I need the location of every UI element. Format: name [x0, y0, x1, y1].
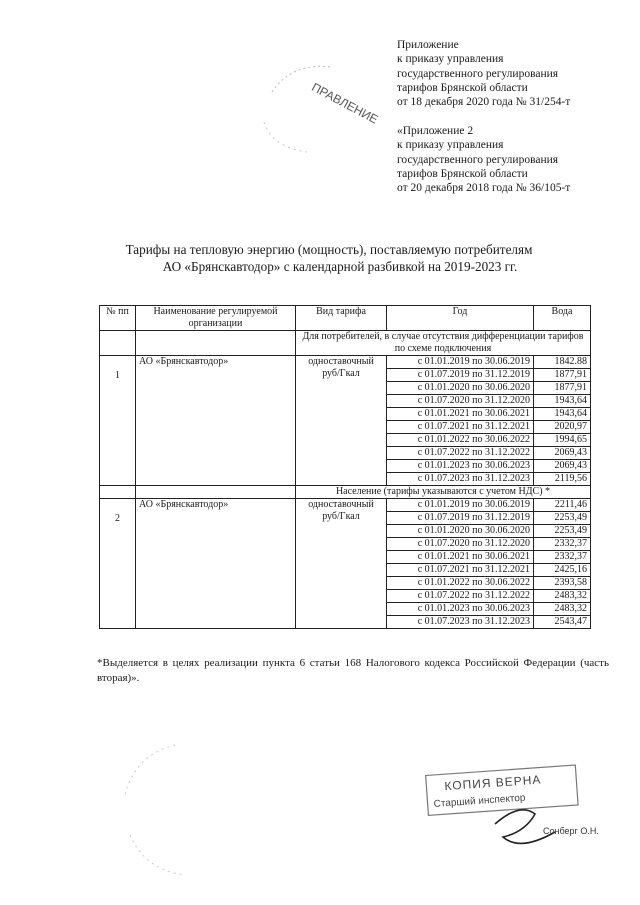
water-tariff-value: 2483,32 [534, 603, 591, 616]
period-cell: с 01.01.2021 по 30.06.2021 [387, 551, 534, 564]
period-cell: с 01.07.2023 по 31.12.2023 [387, 473, 534, 486]
header-line: государственного регулирования [397, 67, 559, 80]
water-tariff-value: 2393,58 [534, 577, 591, 590]
period-cell: с 01.01.2019 по 30.06.2019 [387, 356, 534, 369]
header-line: тарифов Брянской области [397, 167, 528, 180]
section-note-row [100, 486, 591, 499]
period-cell: с 01.01.2019 по 30.06.2019 [387, 499, 534, 512]
water-tariff-value: 2253,49 [534, 525, 591, 538]
header-line: государственного регулирования [397, 153, 559, 166]
stamp-text: Сонберг О.Н. [543, 826, 599, 836]
blank-cell [100, 331, 136, 356]
water-tariff-value: 2425,16 [534, 564, 591, 577]
period-cell: с 01.01.2021 по 30.06.2021 [387, 408, 534, 421]
water-tariff-value: 2069,43 [534, 447, 591, 460]
period-cell: с 01.07.2019 по 31.12.2019 [387, 369, 534, 382]
period-cell: с 01.07.2023 по 31.12.2023 [387, 616, 534, 629]
period-cell: с 01.01.2023 по 30.06.2023 [387, 460, 534, 473]
section-note: Для потребителей, в случае отсутствия дифференциации тарифов по схеме подключения [296, 331, 591, 356]
table-header-row [100, 306, 591, 331]
header-year: Год [387, 306, 534, 331]
certification-stamp [425, 762, 605, 852]
header-line: «Приложение 2 [397, 125, 474, 137]
tariff-type: одноставочный руб/Гкал [296, 356, 387, 486]
period-cell: с 01.07.2021 по 31.12.2021 [387, 421, 534, 434]
header-num: № пп [100, 306, 136, 331]
water-tariff-value: 2483,32 [534, 590, 591, 603]
water-tariff-value: 2332,37 [534, 551, 591, 564]
water-tariff-value: 2020,97 [534, 421, 591, 434]
period-cell: с 01.07.2020 по 31.12.2020 [387, 538, 534, 551]
header-line: к приказу управления [397, 139, 504, 152]
water-tariff-value: 2119,56 [534, 473, 591, 486]
table-row [100, 499, 591, 512]
period-cell: с 01.01.2020 по 30.06.2020 [387, 382, 534, 395]
period-cell: с 01.01.2023 по 30.06.2023 [387, 603, 534, 616]
blank-cell [136, 331, 296, 356]
water-tariff-value: 2211,46 [534, 499, 591, 512]
period-cell: с 01.01.2022 по 30.06.2022 [387, 434, 534, 447]
title-line: АО «Брянскавтодор» с календарной разбивкой на 2019-2023 гг. [162, 259, 518, 274]
header-line: Приложение [397, 39, 459, 51]
water-tariff-value: 2253,49 [534, 512, 591, 525]
faded-round-stamp [252, 52, 382, 162]
stamp-text: КОПИЯ ВЕРНА [443, 772, 542, 794]
section-note: Население (тарифы указываются с учетом НДС) * [296, 486, 591, 499]
appendix-reference-block [397, 124, 627, 195]
header-line: тарифов Брянской области [397, 81, 528, 94]
period-cell: с 01.01.2022 по 30.06.2022 [387, 577, 534, 590]
period-cell: с 01.07.2020 по 31.12.2020 [387, 395, 534, 408]
document-title [40, 241, 640, 275]
title-line: Тарифы на тепловую энергию (мощность), поставляемую потребителям [125, 242, 533, 257]
period-cell: с 01.07.2022 по 31.12.2022 [387, 447, 534, 460]
water-tariff-value: 2543,47 [534, 616, 591, 629]
period-cell: с 01.07.2022 по 31.12.2022 [387, 590, 534, 603]
faded-round-stamp [115, 740, 215, 880]
water-tariff-value: 1943,64 [534, 395, 591, 408]
header-line: от 18 декабря 2020 года № 31/254-т [397, 96, 571, 109]
period-cell: с 01.07.2019 по 31.12.2019 [387, 512, 534, 525]
organization-name: АО «Брянскавтодор» [136, 499, 296, 629]
header-line: от 20 декабря 2018 года № 36/105-т [397, 182, 571, 195]
tariff-type: одноставочный руб/Гкал [296, 499, 387, 629]
header-line: к приказу управления [397, 53, 504, 66]
water-tariff-value: 1842.88 [534, 356, 591, 369]
water-tariff-value: 1994,65 [534, 434, 591, 447]
tariff-table [99, 305, 591, 629]
period-cell: с 01.07.2021 по 31.12.2021 [387, 564, 534, 577]
blank-cell [136, 486, 296, 499]
row-number: 2 [100, 499, 136, 629]
row-number: 1 [100, 356, 136, 486]
period-cell: с 01.01.2020 по 30.06.2020 [387, 525, 534, 538]
water-tariff-value: 1877,91 [534, 382, 591, 395]
blank-cell [100, 486, 136, 499]
header-type: Вид тарифа [296, 306, 387, 331]
header-water: Вода [534, 306, 591, 331]
water-tariff-value: 2332,37 [534, 538, 591, 551]
water-tariff-value: 1877,91 [534, 369, 591, 382]
organization-name: АО «Брянскавтодор» [136, 356, 296, 486]
table-row [100, 356, 591, 369]
order-reference-block [397, 38, 627, 109]
footnote: *Выделяется в целях реализации пункта 6 статьи 168 Налогового кодекса Российской Федерации (часть вторая)». [97, 657, 609, 684]
water-tariff-value: 2069,43 [534, 460, 591, 473]
water-tariff-value: 1943,64 [534, 408, 591, 421]
stamp-text: ПРАВЛЕНИЕ [309, 80, 381, 127]
section-note-row [100, 331, 591, 356]
header-org: Наименование регулируемой организации [136, 306, 296, 331]
stamp-text: Старший инспектор [433, 792, 526, 810]
